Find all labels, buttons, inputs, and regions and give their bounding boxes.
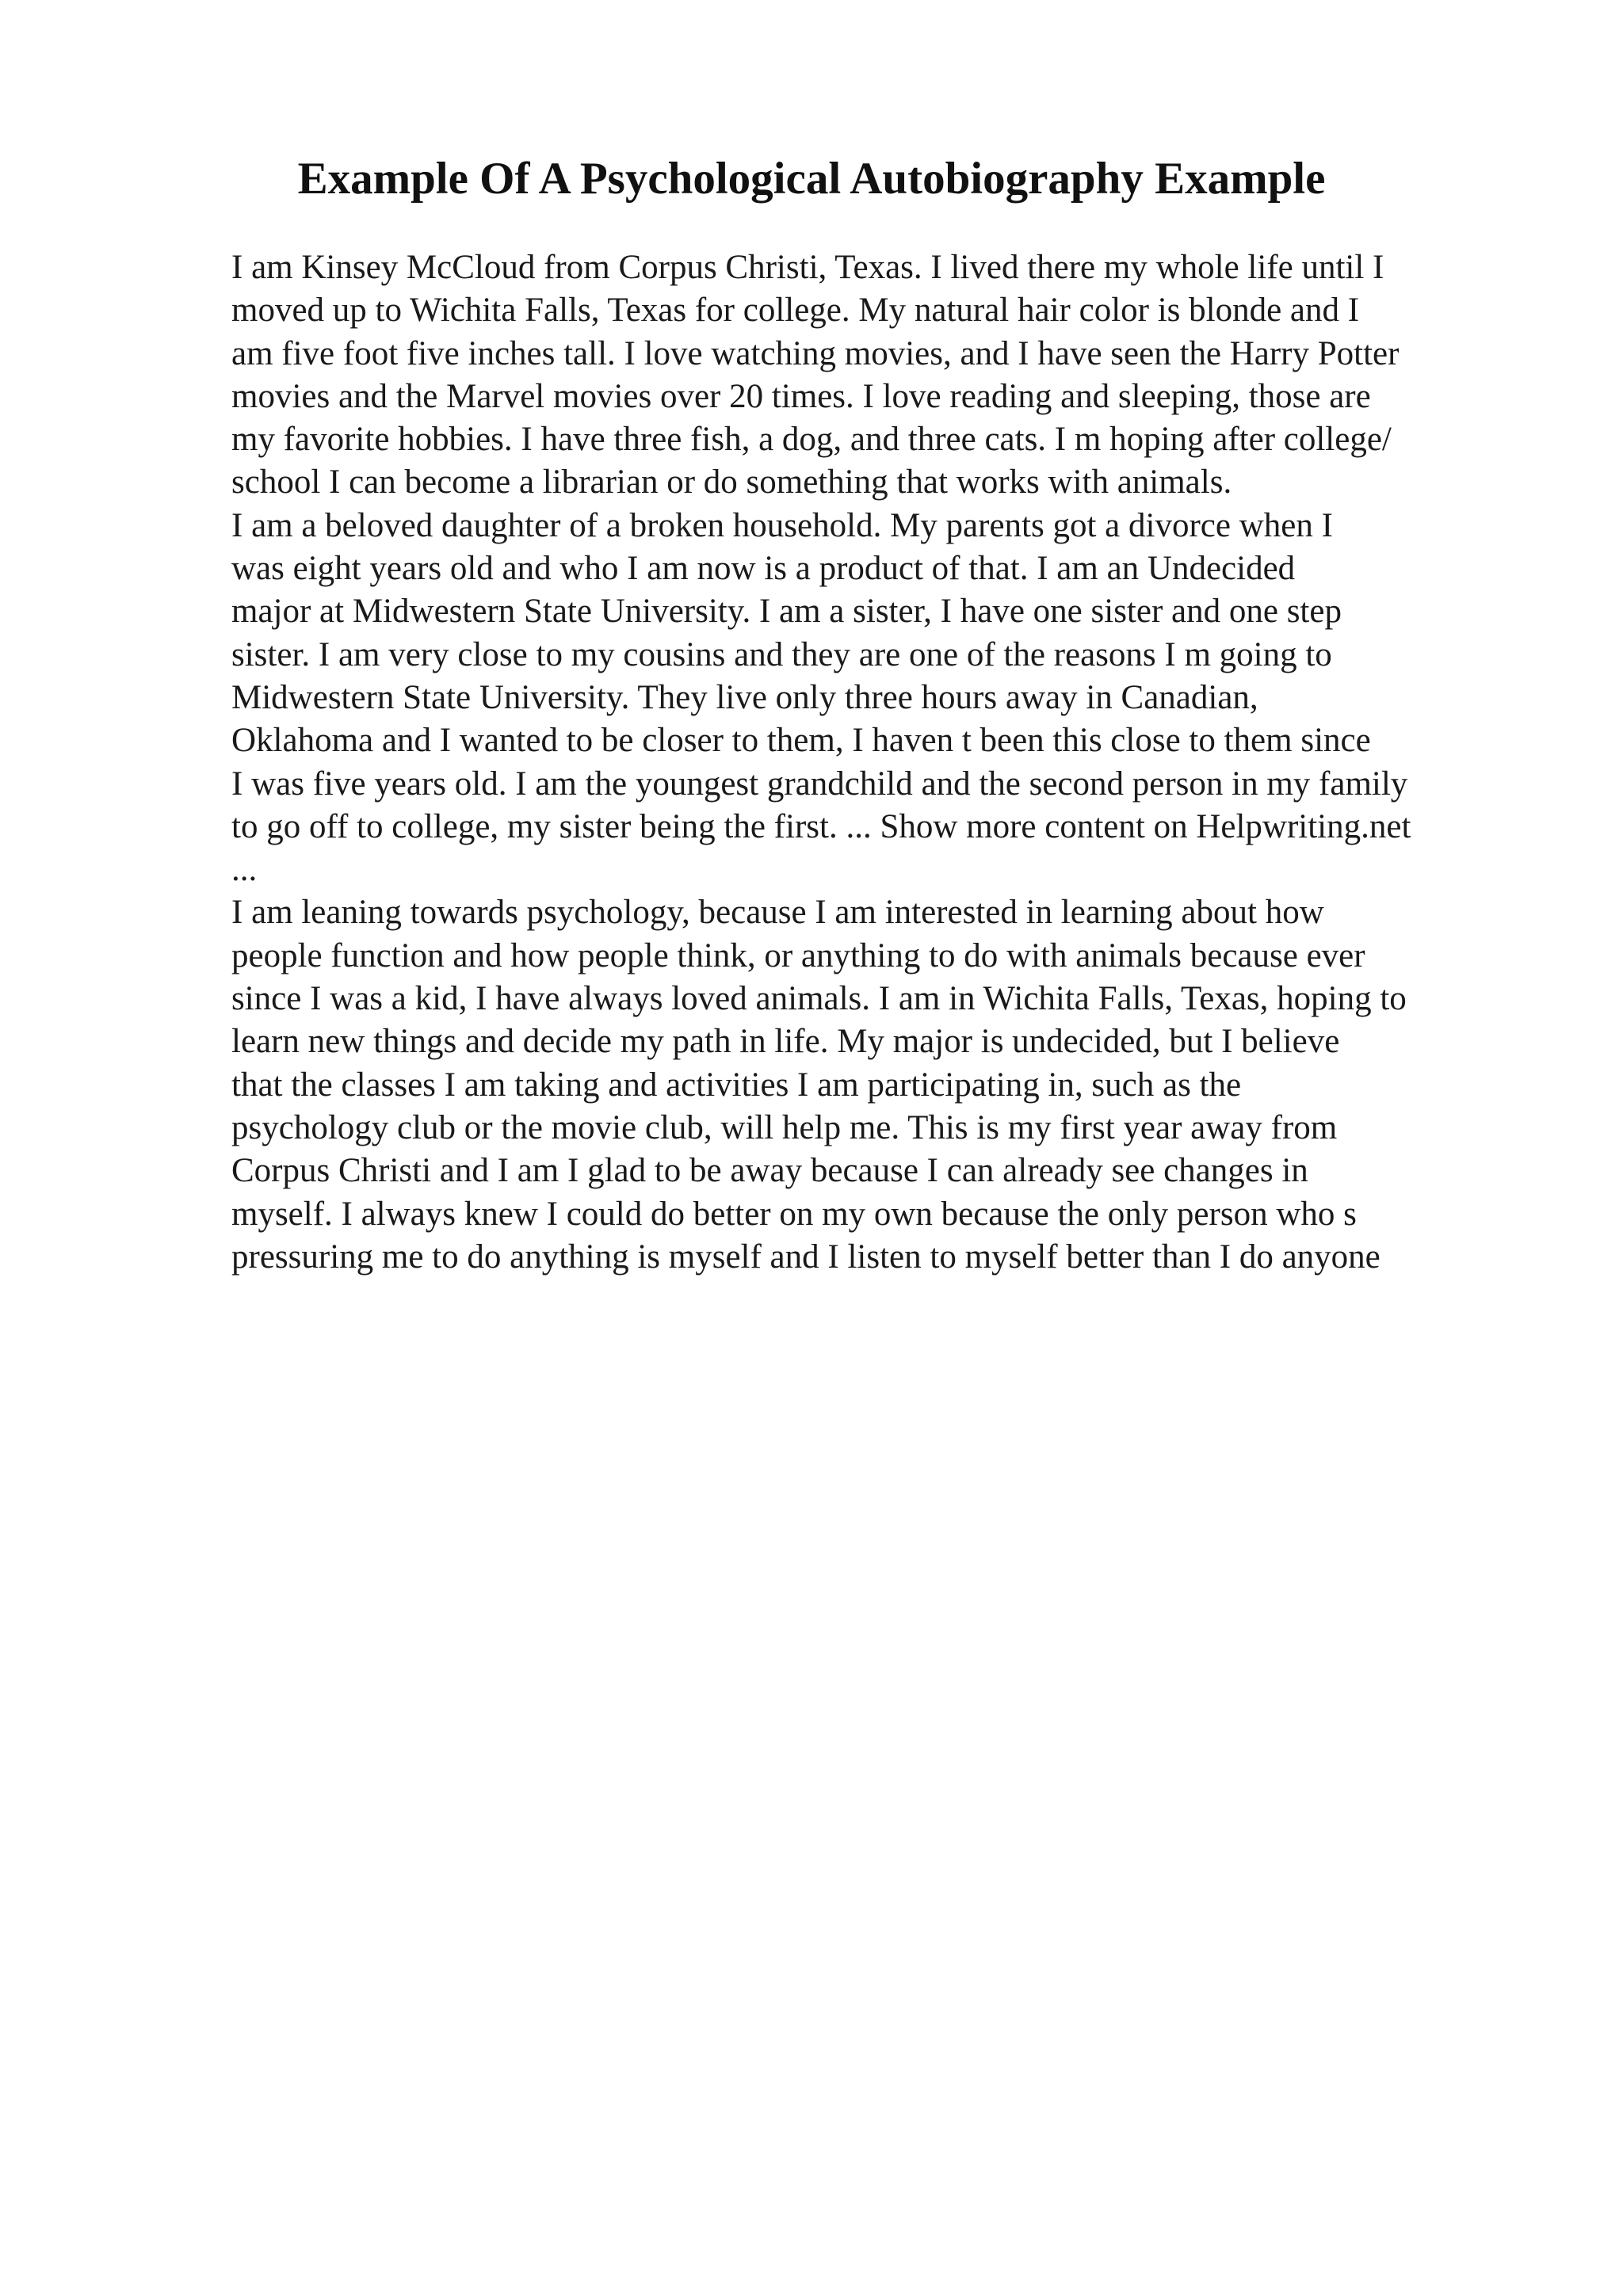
body-line: ... bbox=[231, 851, 258, 889]
body-line: I was five years old. I am the youngest grandchild and the second person in my family bbox=[231, 765, 1408, 803]
body-line: Midwestern State University. They live only three hours away in Canadian, bbox=[231, 678, 1258, 716]
body-line: sister. I am very close to my cousins and they are one of the reasons I m going to bbox=[231, 635, 1332, 673]
body-line: learn new things and decide my path in life. My major is undecided, but I believe bbox=[231, 1023, 1340, 1061]
body-line: I am a beloved daughter of a broken household. My parents got a divorce when I bbox=[231, 506, 1333, 544]
document-body bbox=[231, 246, 1610, 1279]
body-line: Corpus Christi and I am I glad to be away because I can already see changes in bbox=[231, 1152, 1308, 1190]
body-line: my favorite hobbies. I have three fish, a dog, and three cats. I m hoping after college/ bbox=[231, 421, 1392, 459]
body-line: was eight years old and who I am now is a product of that. I am an Undecided bbox=[231, 550, 1296, 588]
body-line: to go off to college, my sister being the first. ... Show more content on Helpwriting.net bbox=[231, 807, 1411, 845]
body-line: pressuring me to do anything is myself and I listen to myself better than I do anyone bbox=[231, 1238, 1381, 1276]
body-line: Oklahoma and I wanted to be closer to them, I haven t been this close to them since bbox=[231, 722, 1371, 760]
body-line: I am Kinsey McCloud from Corpus Christi, Texas. I lived there my whole life until I bbox=[231, 249, 1384, 286]
body-line: movies and the Marvel movies over 20 times. I love reading and sleeping, those are bbox=[231, 377, 1371, 415]
body-line: major at Midwestern State University. I am a sister, I have one sister and one step bbox=[231, 593, 1342, 631]
body-line: I am leaning towards psychology, because I am interested in learning about how bbox=[231, 894, 1324, 932]
body-line: school I can become a librarian or do something that works with animals. bbox=[231, 463, 1232, 502]
body-line: that the classes I am taking and activities I am participating in, such as the bbox=[231, 1066, 1242, 1104]
body-line: people function and how people think, or anything to do with animals because ever bbox=[231, 936, 1365, 974]
body-line: myself. I always knew I could do better on my own because the only person who s bbox=[231, 1195, 1357, 1233]
document-title: Example Of A Psychological Autobiography Example bbox=[297, 154, 1326, 204]
body-line: psychology club or the movie club, will help me. This is my first year away from bbox=[231, 1108, 1338, 1146]
body-line: am five foot five inches tall. I love watching movies, and I have seen the Harry Potter bbox=[231, 334, 1400, 372]
body-line: moved up to Wichita Falls, Texas for college. My natural hair color is blonde and I bbox=[231, 292, 1360, 330]
body-line: since I was a kid, I have always loved animals. I am in Wichita Falls, Texas, hoping to bbox=[231, 980, 1407, 1018]
